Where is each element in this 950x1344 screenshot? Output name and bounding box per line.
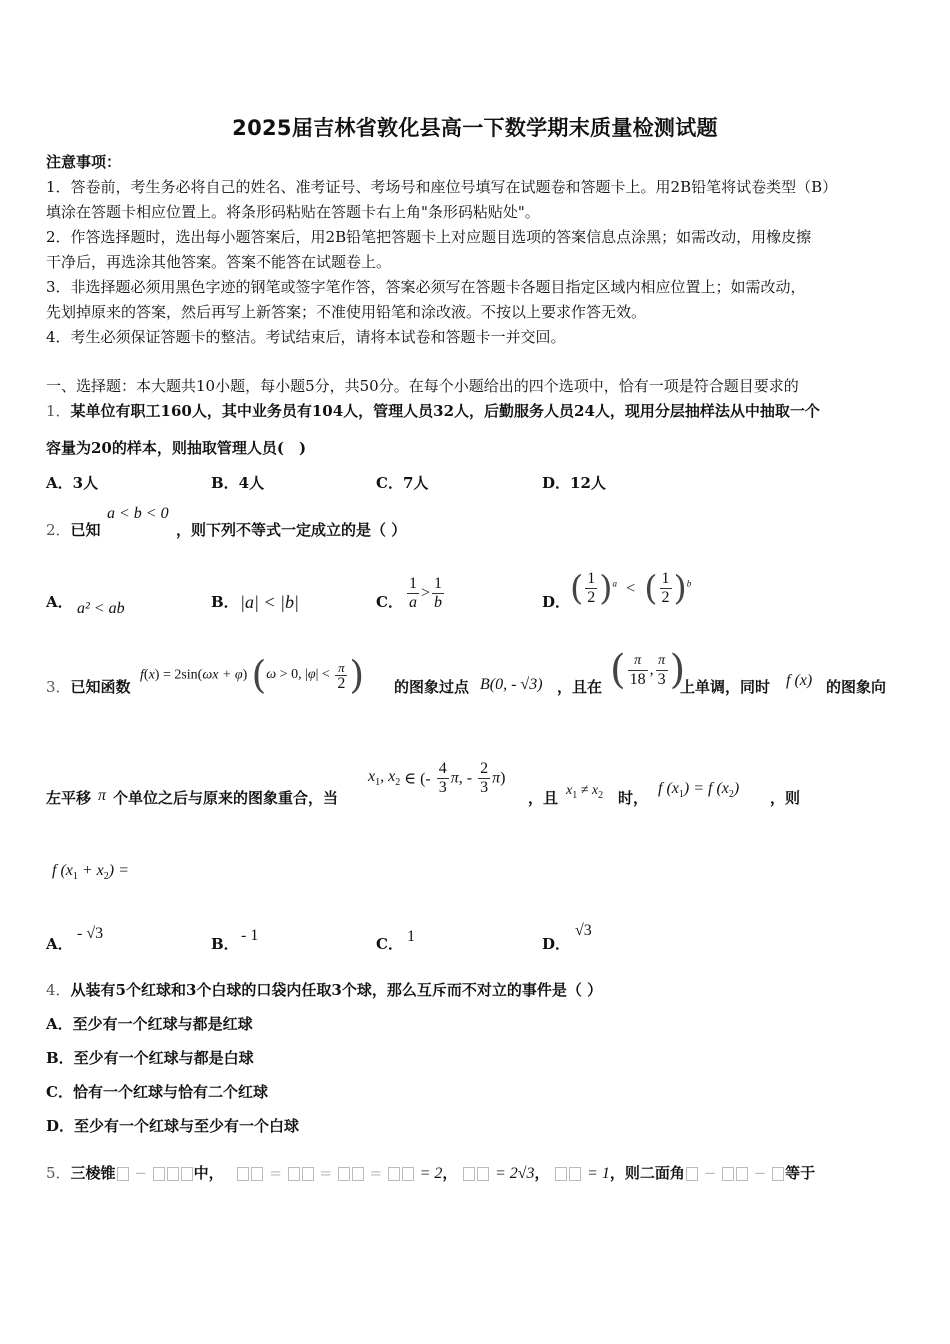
question-3-pre: 已知函数	[70, 678, 131, 696]
question-number: 3．	[46, 678, 71, 696]
question-1-text-1: 某单位有职工160人，其中业务员有104人，管理人员32人，后勤服务人员24人，现用分层抽样法从中抽取一个	[70, 402, 820, 420]
q5-eq1-value: = 2	[419, 1165, 443, 1182]
question-3-text-1: 的图象过点	[394, 678, 470, 696]
notice-item2-line2: 干净后，再选涂其他答案。答案不能答在试题卷上。	[46, 253, 392, 271]
q2-condition: a < b < 0	[107, 505, 169, 522]
notice-item1-line2: 填涂在答题卡相应位置上。将条形码粘贴在答题卡右上角"条形码粘贴处"。	[46, 203, 540, 221]
q3-x-range: $x_1$, $x_2$ ∈ (- $\frac{4}{3}$ π, - $\frac{2}{3}$ π)	[368, 760, 506, 796]
q2-option-c-label[interactable]: C．	[376, 593, 403, 611]
q3-function-def: f(x) = 2sin(ωx + φ) (ω > 0, |φ| < $\frac{\pi}{2}$ )	[140, 653, 365, 697]
q3-option-d-label[interactable]: D．	[542, 935, 571, 953]
question-5-mid: 中，	[193, 1164, 224, 1182]
q3-option-d-value[interactable]: √3	[575, 922, 592, 939]
fraction: $\frac{2}{3}$	[480, 760, 489, 796]
q3-option-c-label[interactable]: C．	[376, 935, 403, 953]
notice-item2-line1: 2．作答选择题时，选出每小题答案后，用2B铅笔把答题卡上对应题目选项的答案信息点涂黑；如需改动，用橡皮擦	[46, 228, 812, 246]
notice-heading: 注意事项：	[46, 153, 122, 171]
question-5-post: ，则二面角	[609, 1164, 685, 1182]
question-3-text-3: 上单调，同时	[680, 678, 771, 696]
q3-option-a-value[interactable]: - √3	[77, 925, 104, 942]
q1-option-a[interactable]: A．3人	[46, 474, 99, 492]
question-3-line2-then: ，则	[770, 789, 801, 807]
question-3-text-2: ，且在	[557, 678, 603, 696]
question-3-number	[46, 675, 131, 700]
q4-option-d[interactable]: D．至少有一个红球与至少有一个白球	[46, 1117, 300, 1135]
question-2-number	[46, 518, 101, 543]
q1-option-b[interactable]: B．4人	[211, 474, 265, 492]
fraction: $\frac{1}{b}$	[434, 575, 443, 611]
q4-option-c[interactable]: C．恰有一个红球与恰有二个红球	[46, 1083, 268, 1101]
missing-glyph-box	[462, 1164, 490, 1182]
question-3-text-4: 的图象向	[826, 678, 887, 696]
question-number: 1．	[46, 402, 71, 420]
q1-option-d[interactable]: D．12人	[542, 474, 606, 492]
q3-neq: $x_1 \ne x_2$	[566, 783, 604, 801]
q2-option-a-expr[interactable]: a² < ab	[77, 600, 125, 617]
notice-item3-line1: 3．非选择题必须用黑色字迹的钢笔或签字笔作答，答案必须写在答题卡各题目指定区域内相应位置上；如需改动，	[46, 278, 806, 296]
q2-option-b-label[interactable]: B．	[211, 593, 239, 611]
missing-glyph-box: −	[116, 1164, 194, 1182]
fraction: $\frac{1}{a}$	[409, 575, 417, 611]
q3-equal: f $(x_1) = f$ $(x_2)$	[658, 780, 740, 801]
missing-glyph-box	[554, 1164, 582, 1182]
q2-option-c-expr[interactable]: $\frac{1}{a}$ > $\frac{1}{b}$	[409, 575, 443, 611]
question-3-line2-mid: 个单位之后与原来的图象重合，当	[113, 789, 339, 807]
q3-interval: ( $\frac{\pi}{18}$ , $\frac{\pi}{3}$ )	[610, 647, 686, 693]
fraction: $\frac{1}{2}$	[587, 570, 596, 606]
question-5-pre: 三棱锥	[70, 1164, 116, 1182]
q1-option-c[interactable]: C．7人	[376, 474, 429, 492]
q4-option-a[interactable]: A．至少有一个红球与都是红球	[46, 1015, 253, 1033]
fraction: $\frac{\pi}{3}$	[657, 652, 666, 688]
q3-option-c-value[interactable]: 1	[407, 928, 415, 945]
q3-option-b-label[interactable]: B．	[211, 935, 239, 953]
q3-point: B(0, - √3)	[480, 676, 543, 693]
question-5-end: 等于	[785, 1164, 816, 1182]
question-5-line: 5．三棱锥 − 中， = = = = 2， = 2√3， = 1，则二面角 − − 等于	[46, 1164, 816, 1182]
fraction: $\frac{\pi}{18}$	[629, 652, 646, 688]
question-4-line	[46, 978, 602, 1003]
question-3-line2-when: 时，	[618, 789, 649, 807]
notice-item1-line1: 1．答卷前，考生务必将自己的姓名、准考证号、考场号和座位号填写在试题卷和答题卡上。用2B铅笔将试卷类型（B）	[46, 178, 838, 196]
section-heading: 一、选择题：本大题共10小题，每小题5分，共50分。在每个小题给出的四个选项中，恰有一项是符合题目要求的	[46, 377, 799, 395]
fraction: $\frac{1}{2}$	[661, 570, 670, 606]
fraction: $\frac{4}{3}$	[438, 760, 447, 796]
missing-glyph-box: − −	[685, 1164, 785, 1182]
q2-option-d-label[interactable]: D．	[542, 593, 571, 611]
q2-option-d-expr[interactable]: ( $\frac{1}{2}$ )$^a$ < ( $\frac{1}{2}$ )$^b$	[570, 568, 692, 609]
notice-item3-line2: 先划掉原来的答案，然后再写上新答案；不准使用铅笔和涂改液。不按以上要求作答无效。	[46, 303, 647, 321]
missing-glyph-box: = = =	[236, 1164, 414, 1182]
q3-fx: f (x)	[786, 672, 813, 689]
question-3-line2-pre: 左平移	[46, 789, 92, 807]
q3-ask: f $(x_1 + x_2)$ =	[52, 862, 129, 883]
q3-option-a-label[interactable]: A．	[46, 935, 73, 953]
q4-option-b[interactable]: B．至少有一个红球与都是白球	[46, 1049, 254, 1067]
q5-eq3-value: = 1	[587, 1165, 610, 1182]
q3-pi: π	[98, 787, 107, 804]
question-3-line2-and: ，且	[528, 789, 559, 807]
q2-option-b-expr[interactable]: |a| < |b|	[240, 592, 299, 612]
question-2-pre: 已知	[70, 521, 101, 539]
q2-option-a-label[interactable]: A．	[46, 593, 73, 611]
notice-item4: 4．考生必须保证答题卡的整洁。考试结束后，请将本试卷和答题卡一并交回。	[46, 328, 566, 346]
question-4-stem: 从装有5个红球和3个白球的口袋内任取3个球，那么互斥而不对立的事件是（ ）	[70, 981, 603, 999]
q5-eq2-value: = 2√3	[494, 1165, 535, 1182]
question-1-line2: 容量为20的样本，则抽取管理人员( )	[46, 439, 307, 457]
fraction: $\frac{\pi}{2}$	[337, 659, 346, 692]
question-number: 2．	[46, 521, 71, 539]
question-1-line1	[46, 399, 820, 424]
page-title: 2025届吉林省敦化县高一下数学期末质量检测试题	[232, 116, 718, 140]
q3-option-b-value[interactable]: - 1	[241, 927, 259, 944]
question-number: 5．	[46, 1164, 71, 1182]
question-2-post: ，则下列不等式一定成立的是（ ）	[176, 521, 407, 539]
question-number: 4．	[46, 981, 71, 999]
